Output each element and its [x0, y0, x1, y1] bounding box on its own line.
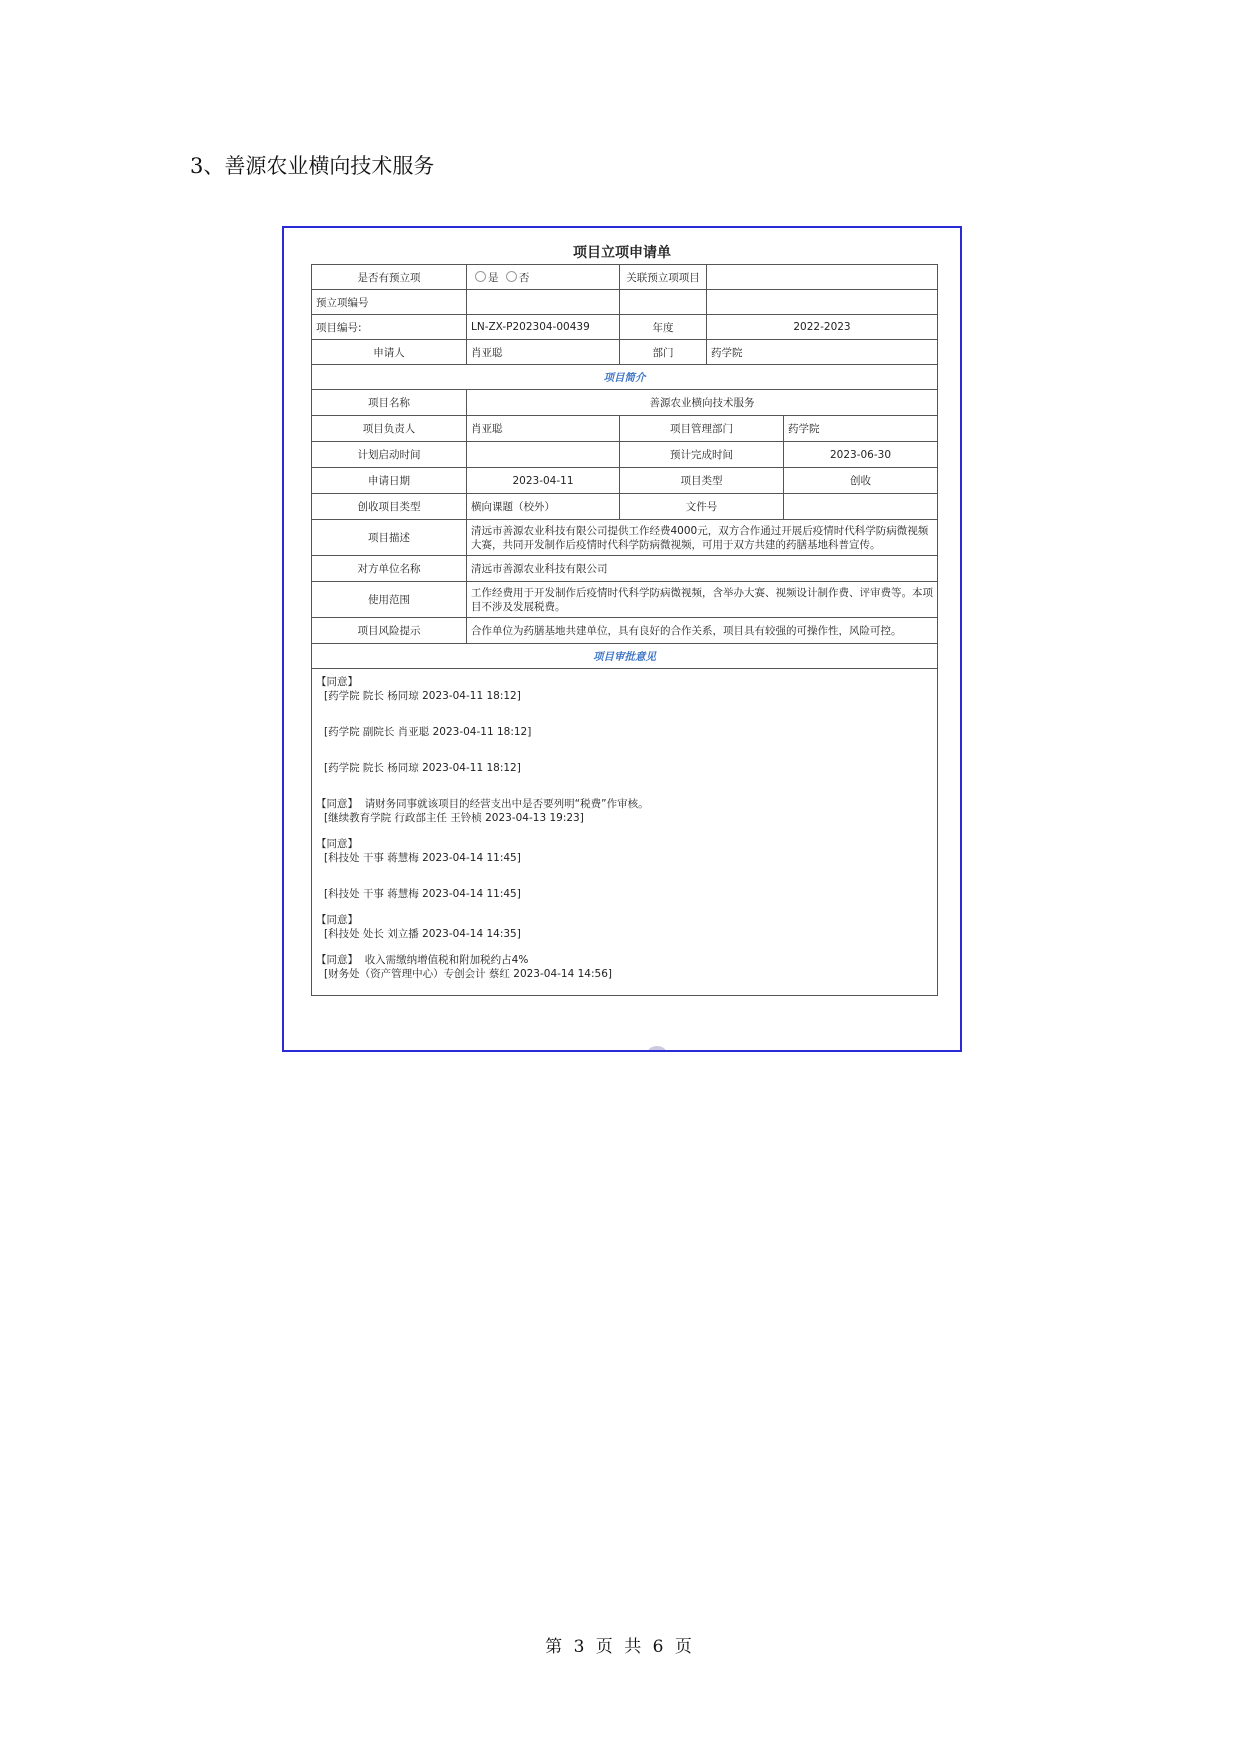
opinion-note: 请财务同事就该项目的经营支出中是否要列明“税费”作审核。 — [364, 798, 649, 810]
table-row — [312, 265, 938, 290]
project-name-label: 项目名称 — [312, 390, 467, 416]
opinion-item — [316, 887, 933, 901]
partner-value: 清远市善源农业科技有限公司 — [467, 556, 938, 582]
department-label: 部门 — [620, 340, 707, 365]
page-footer: 第 3 页 共 6 页 — [545, 1637, 695, 1657]
table-row — [312, 468, 938, 494]
section-heading: 3、善源农业横向技术服务 — [190, 154, 435, 178]
opinion-sign: [继续教育学院 行政部主任 王铃桢 2023-04-13 19:23] — [324, 812, 584, 824]
radio-no-label: 否 — [518, 271, 530, 284]
apply-date-value: 2023-04-11 — [467, 468, 620, 494]
table-row — [312, 520, 938, 556]
department-value: 药学院 — [707, 340, 938, 365]
opinion-item — [316, 953, 933, 981]
risk-label: 项目风险提示 — [312, 618, 467, 644]
opinion-item — [316, 725, 933, 739]
year-label: 年度 — [620, 315, 707, 340]
table-row — [312, 365, 938, 390]
opinions-cell — [312, 669, 938, 996]
application-table — [311, 264, 938, 996]
section-opinion: 项目审批意见 — [312, 644, 938, 669]
radio-yes-label: 是 — [488, 271, 499, 284]
table-row — [312, 390, 938, 416]
usage-label: 使用范围 — [312, 582, 467, 618]
risk-value: 合作单位为药膳基地共建单位，具有良好的合作关系，项目具有较强的可操作性，风险可控。 — [467, 618, 938, 644]
opinion-item — [316, 761, 933, 775]
preproject-label: 是否有预立项 — [312, 265, 467, 290]
opinion-tag: 【同意】 — [316, 954, 358, 966]
opinion-item — [316, 675, 933, 703]
project-type-label: 项目类型 — [620, 468, 784, 494]
applicant-value: 肖亚聪 — [467, 340, 620, 365]
project-no-label: 项目编号: — [312, 315, 467, 340]
preproject-no-value — [467, 290, 620, 315]
opinion-item — [316, 797, 933, 825]
opinion-sign: [科技处 干事 蒋慧梅 2023-04-14 11:45] — [324, 888, 521, 900]
end-time-value: 2023-06-30 — [784, 442, 938, 468]
opinion-item — [316, 837, 933, 865]
opinion-note: 收入需缴纳增值税和附加税约占4% — [364, 954, 529, 966]
project-type-value: 创收 — [784, 468, 938, 494]
leader-value: 肖亚聪 — [467, 416, 620, 442]
table-row — [312, 556, 938, 582]
table-row — [312, 315, 938, 340]
table-row — [312, 340, 938, 365]
empty-cell — [707, 290, 938, 315]
income-type-value: 横向课题（校外） — [467, 494, 620, 520]
opinion-sign: [药学院 院长 杨同琼 2023-04-11 18:12] — [324, 690, 521, 702]
linked-preproject-value — [707, 265, 938, 290]
opinion-tag: 【同意】 — [316, 676, 358, 688]
description-label: 项目描述 — [312, 520, 467, 556]
apply-date-label: 申请日期 — [312, 468, 467, 494]
opinion-sign: [科技处 处长 刘立播 2023-04-14 14:35] — [324, 928, 521, 940]
applicant-label: 申请人 — [312, 340, 467, 365]
table-row — [312, 442, 938, 468]
mgmt-dept-value: 药学院 — [784, 416, 938, 442]
table-row — [312, 582, 938, 618]
table-row — [312, 618, 938, 644]
mgmt-dept-label: 项目管理部门 — [620, 416, 784, 442]
preproject-no-label: 预立项编号 — [312, 290, 467, 315]
empty-cell — [620, 290, 707, 315]
end-time-label: 预计完成时间 — [620, 442, 784, 468]
leader-label: 项目负责人 — [312, 416, 467, 442]
form-title: 项目立项申请单 — [573, 245, 671, 261]
year-value: 2022-2023 — [707, 315, 938, 340]
partner-label: 对方单位名称 — [312, 556, 467, 582]
start-time-label: 计划启动时间 — [312, 442, 467, 468]
opinion-tag: 【同意】 — [316, 914, 358, 926]
table-row — [312, 290, 938, 315]
opinion-tag: 【同意】 — [316, 798, 358, 810]
opinion-item — [316, 913, 933, 941]
scroll-indicator — [648, 1046, 666, 1052]
doc-no-label: 文件号 — [620, 494, 784, 520]
section-intro: 项目简介 — [312, 365, 938, 390]
form-screenshot — [282, 226, 962, 1052]
opinion-sign: [科技处 干事 蒋慧梅 2023-04-14 11:45] — [324, 852, 521, 864]
opinion-tag: 【同意】 — [316, 838, 358, 850]
linked-preproject-label: 关联预立项项目 — [620, 265, 707, 290]
table-row — [312, 416, 938, 442]
doc-no-value — [784, 494, 938, 520]
table-row — [312, 669, 938, 996]
opinion-sign: [药学院 副院长 肖亚聪 2023-04-11 18:12] — [324, 726, 532, 738]
opinion-sign: [财务处（资产管理中心）专创会计 蔡红 2023-04-14 14:56] — [324, 968, 612, 980]
start-time-value — [467, 442, 620, 468]
opinion-sign: [药学院 院长 杨同琼 2023-04-11 18:12] — [324, 762, 521, 774]
table-row — [312, 494, 938, 520]
radio-yes[interactable] — [475, 271, 486, 282]
project-name-value: 善源农业横向技术服务 — [467, 390, 938, 416]
project-no-value: LN-ZX-P202304-00439 — [467, 315, 620, 340]
usage-value: 工作经费用于开发制作后疫情时代科学防病微视频，含举办大赛、视频设计制作费、评审费等。本项目不涉及发展税费。 — [467, 582, 938, 618]
income-type-label: 创收项目类型 — [312, 494, 467, 520]
description-value: 清远市善源农业科技有限公司提供工作经费4000元，双方合作通过开展后疫情时代科学防病微视频大赛，共同开发制作后疫情时代科学防病微视频，可用于双方共建的药膳基地科普宣传。 — [467, 520, 938, 556]
preproject-radio-group[interactable] — [467, 265, 620, 290]
radio-no[interactable] — [506, 271, 517, 282]
table-row — [312, 644, 938, 669]
